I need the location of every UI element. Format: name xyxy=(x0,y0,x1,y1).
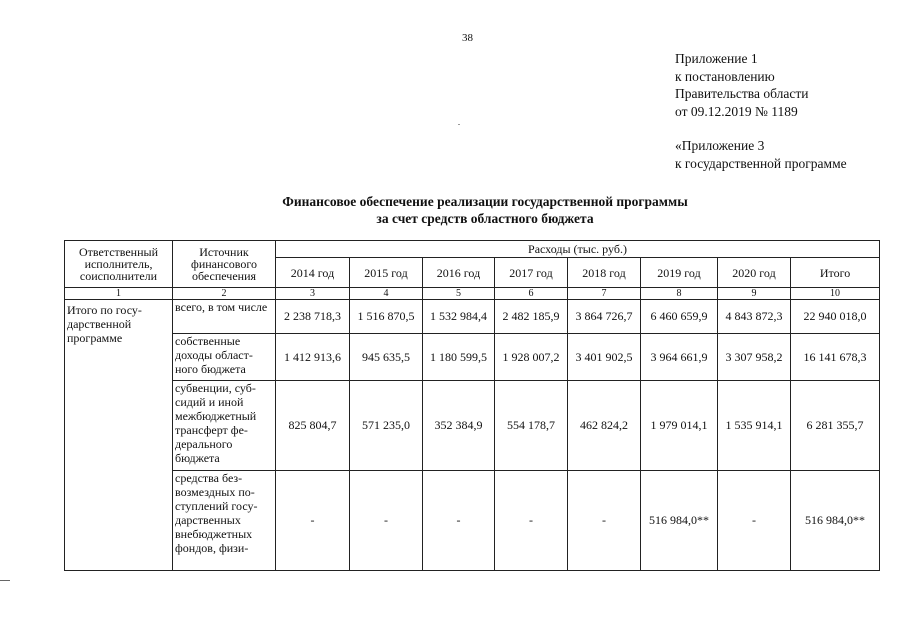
annex-block xyxy=(675,50,847,172)
source-cell: средства без- возмездных по- ступлений госу- дарственных внебюджетных фондов, физи- xyxy=(173,471,276,571)
source-cell: субвенции, суб- сидий и иной межбюджетный трансферт фе- дерального бюджета xyxy=(173,381,276,471)
column-number: 10 xyxy=(791,288,880,300)
value-cell: 554 178,7 xyxy=(495,381,568,471)
value-cell: - xyxy=(350,471,423,571)
executor-cell: Итого по госу- дарственной программе xyxy=(65,300,173,571)
value-cell: 462 824,2 xyxy=(568,381,641,471)
value-cell: 2 238 718,3 xyxy=(276,300,350,334)
header-year: 2019 год xyxy=(641,258,718,288)
scan-mark xyxy=(0,580,10,581)
header-total: Итого xyxy=(791,258,880,288)
header-year: 2017 год xyxy=(495,258,568,288)
annex-line: к постановлению xyxy=(675,68,775,84)
value-cell: 516 984,0** xyxy=(791,471,880,571)
annex-line: Приложение 1 xyxy=(675,51,758,66)
value-cell: 1 516 870,5 xyxy=(350,300,423,334)
header-year: 2020 год xyxy=(718,258,791,288)
table-row xyxy=(65,381,880,471)
value-cell: 1 535 914,1 xyxy=(718,381,791,471)
value-cell: 2 482 185,9 xyxy=(495,300,568,334)
value-cell: 945 635,5 xyxy=(350,334,423,381)
value-cell: 6 281 355,7 xyxy=(791,381,880,471)
annex-line: «Приложение 3 xyxy=(675,138,765,153)
value-cell: 6 460 659,9 xyxy=(641,300,718,334)
header-executor: Ответственный исполнитель, соисполнители xyxy=(65,241,173,288)
value-cell: 516 984,0** xyxy=(641,471,718,571)
document-title xyxy=(250,193,720,227)
value-cell: 825 804,7 xyxy=(276,381,350,471)
annex-line: Правительства области xyxy=(675,86,809,101)
value-cell: 1 928 007,2 xyxy=(495,334,568,381)
value-cell: - xyxy=(423,471,495,571)
column-number: 2 xyxy=(173,288,276,300)
table-row xyxy=(65,334,880,381)
scan-speck xyxy=(458,124,460,125)
financing-table xyxy=(64,240,880,571)
source-cell: собственные доходы област- ного бюджета xyxy=(173,334,276,381)
header-source: Источник финансового обеспечения xyxy=(173,241,276,288)
value-cell: 3 964 661,9 xyxy=(641,334,718,381)
column-number: 1 xyxy=(65,288,173,300)
column-number: 6 xyxy=(495,288,568,300)
header-year: 2014 год xyxy=(276,258,350,288)
source-cell: всего, в том числе xyxy=(173,300,276,334)
title-line-2: за счет средств областного бюджета xyxy=(376,211,594,226)
header-year: 2016 год xyxy=(423,258,495,288)
column-number: 4 xyxy=(350,288,423,300)
page-number: 38 xyxy=(462,32,473,44)
column-number: 3 xyxy=(276,288,350,300)
header-expenses: Расходы (тыс. руб.) xyxy=(276,241,880,258)
column-number: 5 xyxy=(423,288,495,300)
header-year: 2015 год xyxy=(350,258,423,288)
annex-line: к государственной программе xyxy=(675,155,847,171)
column-number: 9 xyxy=(718,288,791,300)
title-line-1: Финансовое обеспечение реализации государственной программы xyxy=(282,194,688,209)
value-cell: 4 843 872,3 xyxy=(718,300,791,334)
value-cell: 3 307 958,2 xyxy=(718,334,791,381)
annex-line: от 09.12.2019 № 1189 xyxy=(675,103,798,119)
value-cell: 3 864 726,7 xyxy=(568,300,641,334)
header-year: 2018 год xyxy=(568,258,641,288)
table-row xyxy=(65,300,880,334)
value-cell: 1 412 913,6 xyxy=(276,334,350,381)
value-cell: 352 384,9 xyxy=(423,381,495,471)
column-number: 7 xyxy=(568,288,641,300)
value-cell: 1 532 984,4 xyxy=(423,300,495,334)
table-row xyxy=(65,471,880,571)
value-cell: - xyxy=(276,471,350,571)
value-cell: - xyxy=(568,471,641,571)
value-cell: - xyxy=(718,471,791,571)
value-cell: 571 235,0 xyxy=(350,381,423,471)
value-cell: 1 979 014,1 xyxy=(641,381,718,471)
value-cell: 3 401 902,5 xyxy=(568,334,641,381)
value-cell: 16 141 678,3 xyxy=(791,334,880,381)
column-number: 8 xyxy=(641,288,718,300)
value-cell: 1 180 599,5 xyxy=(423,334,495,381)
value-cell: - xyxy=(495,471,568,571)
value-cell: 22 940 018,0 xyxy=(791,300,880,334)
